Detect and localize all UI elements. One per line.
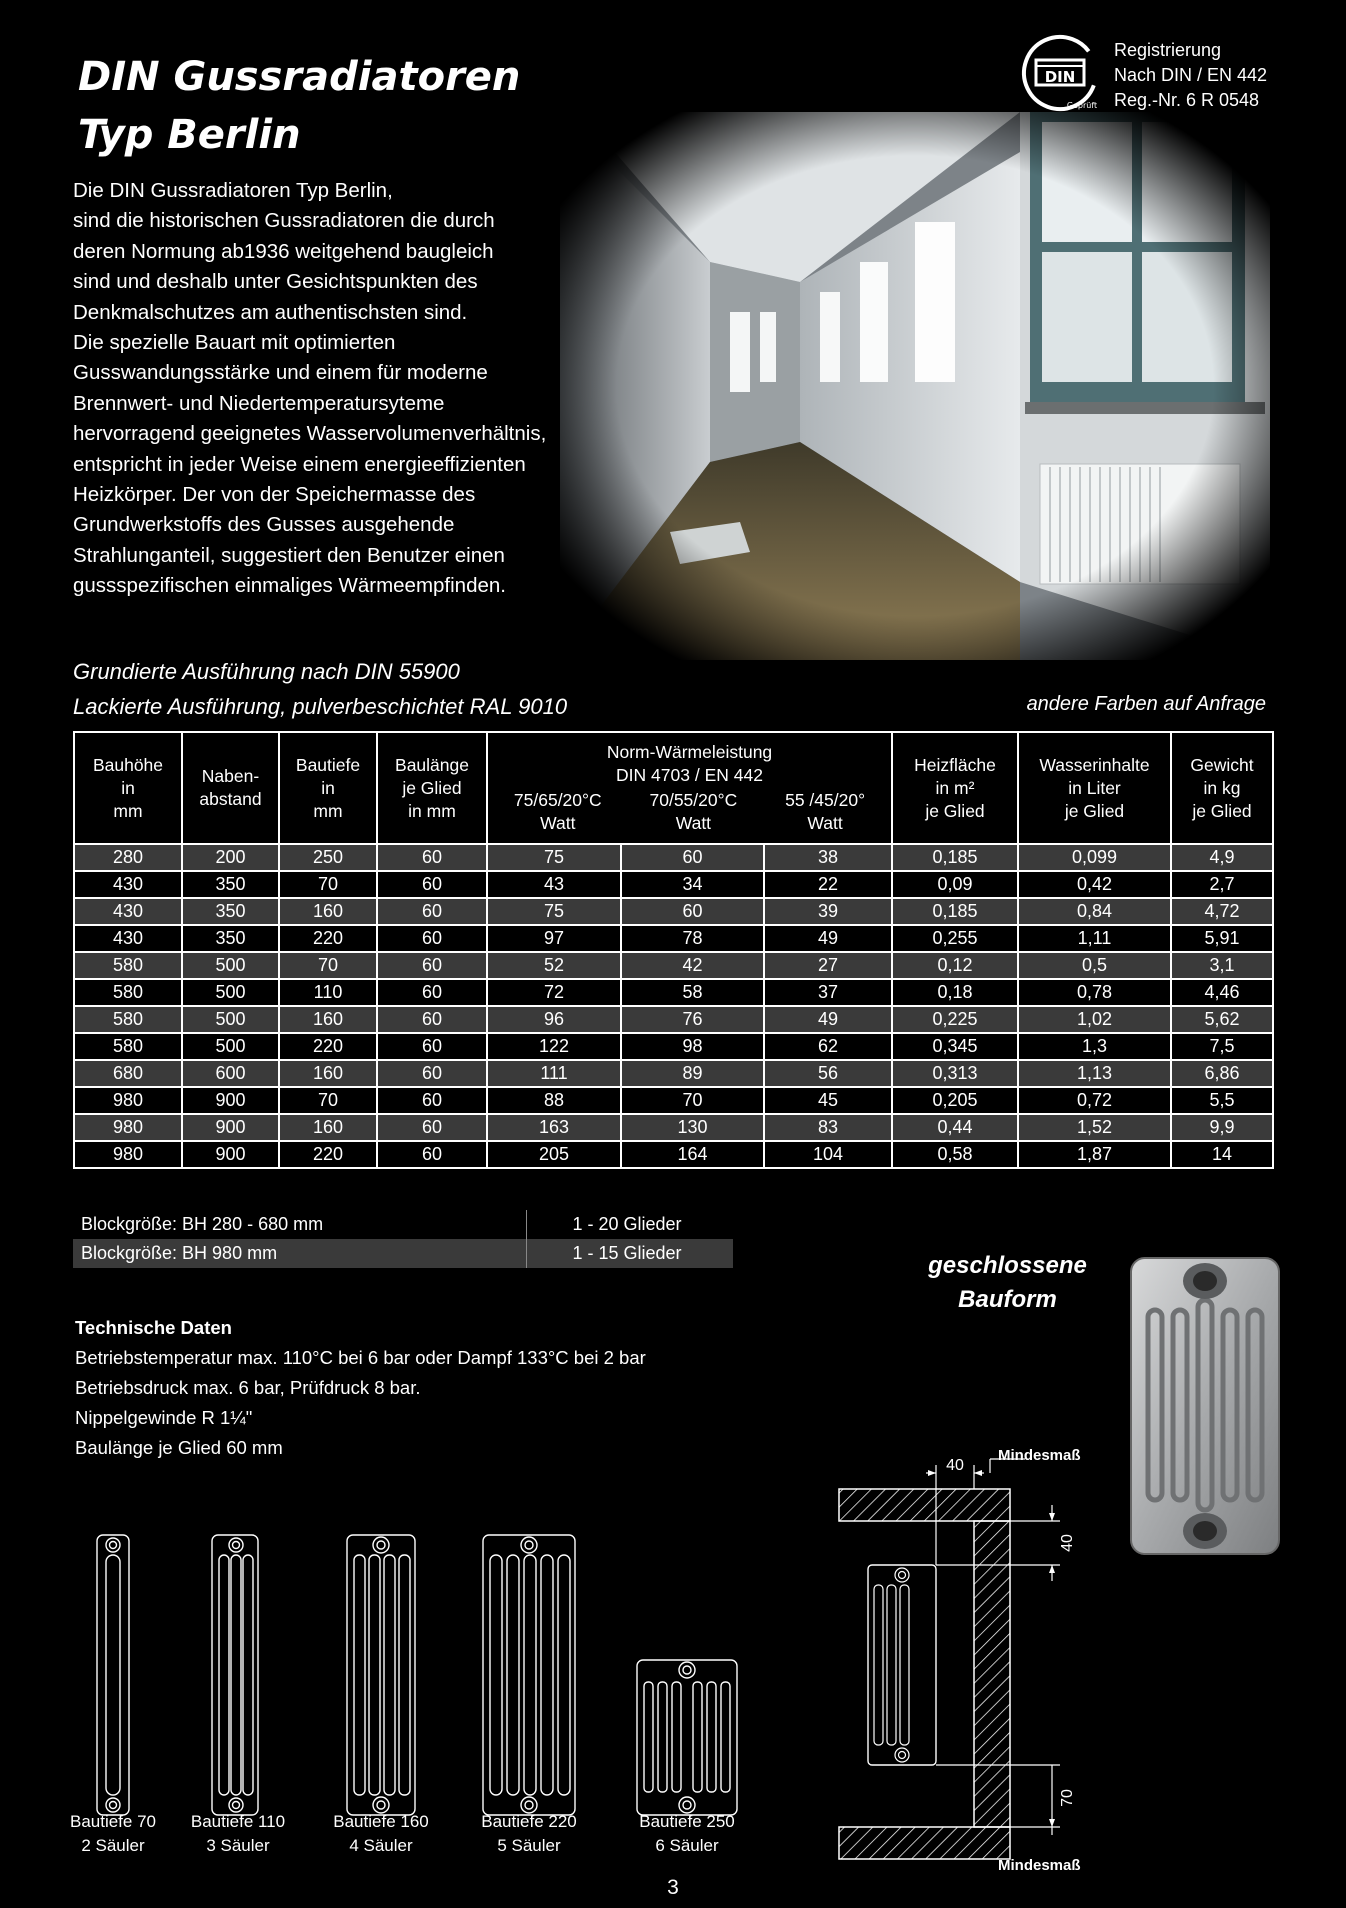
section-columns-label: 3 Säuler bbox=[206, 1836, 270, 1855]
title-line-1: DIN Gussradiatoren bbox=[78, 54, 521, 100]
minimum-label-top: Mindesmaß bbox=[998, 1447, 1081, 1464]
table-cell: 49 bbox=[764, 925, 892, 952]
table-cell: 56 bbox=[764, 1060, 892, 1087]
table-cell: 111 bbox=[487, 1060, 621, 1087]
table-cell: 900 bbox=[182, 1087, 279, 1114]
block-label: Blockgröße: BH 980 mm bbox=[81, 1243, 278, 1263]
table-cell: 580 bbox=[74, 1006, 182, 1033]
table-cell: 60 bbox=[377, 1114, 487, 1141]
table-cell: 1,02 bbox=[1018, 1006, 1171, 1033]
table-cell: 0,313 bbox=[892, 1060, 1018, 1087]
technical-data-line: Baulänge je Glied 60 mm bbox=[75, 1437, 283, 1458]
table-cell: 0,78 bbox=[1018, 979, 1171, 1006]
table-cell: 160 bbox=[279, 898, 377, 925]
table-cell: 580 bbox=[74, 952, 182, 979]
table-row bbox=[74, 925, 1273, 952]
table-cell: 38 bbox=[764, 844, 892, 871]
block-row bbox=[73, 1210, 733, 1239]
intro-line: Die spezielle Bauart mit optimierten bbox=[73, 331, 396, 355]
table-cell: 60 bbox=[377, 1006, 487, 1033]
table-row bbox=[74, 898, 1273, 925]
section-depth-label: Bautiefe 160 bbox=[333, 1812, 429, 1831]
table-cell: 900 bbox=[182, 1114, 279, 1141]
table-row bbox=[74, 1033, 1273, 1060]
table-cell: 4,72 bbox=[1171, 898, 1273, 925]
table-cell: 164 bbox=[621, 1141, 764, 1168]
table-cell: 97 bbox=[487, 925, 621, 952]
table-cell: 0,185 bbox=[892, 898, 1018, 925]
table-cell: 0,185 bbox=[892, 844, 1018, 871]
table-row bbox=[74, 1060, 1273, 1087]
table-row bbox=[74, 979, 1273, 1006]
table-cell: 62 bbox=[764, 1033, 892, 1060]
table-cell: 9,9 bbox=[1171, 1114, 1273, 1141]
table-cell: 430 bbox=[74, 898, 182, 925]
table-cell: 14 bbox=[1171, 1141, 1273, 1168]
table-cell: 0,345 bbox=[892, 1033, 1018, 1060]
page-number: 3 bbox=[667, 1876, 679, 1899]
table-cell: 60 bbox=[377, 898, 487, 925]
table-row bbox=[74, 1114, 1273, 1141]
section-depth-label: Bautiefe 250 bbox=[639, 1812, 735, 1831]
din-certification-logo bbox=[1015, 30, 1115, 116]
registration-line: Registrierung bbox=[1114, 40, 1222, 60]
header-wasserinhalte: Wasserinhalte in Liter je Glied bbox=[1018, 732, 1171, 844]
other-colors-note: andere Farben auf Anfrage bbox=[1026, 693, 1266, 715]
table-cell: 0,255 bbox=[892, 925, 1018, 952]
intro-line: Brennwert- und Niedertemperatursyteme bbox=[73, 391, 445, 415]
section-6-columns bbox=[637, 1660, 737, 1815]
table-cell: 0,42 bbox=[1018, 871, 1171, 898]
section-3-columns bbox=[212, 1535, 258, 1815]
minimum-distance-drawing bbox=[830, 1445, 1130, 1875]
table-cell: 280 bbox=[74, 844, 182, 871]
table-cell: 0,205 bbox=[892, 1087, 1018, 1114]
registration-info bbox=[1114, 38, 1267, 113]
table-cell: 0,099 bbox=[1018, 844, 1171, 871]
intro-line: sind die historischen Gussradiatoren die durch bbox=[73, 209, 495, 233]
header-nabenabstand: Naben- abstand bbox=[182, 732, 279, 844]
table-cell: 4,9 bbox=[1171, 844, 1273, 871]
dimension-side: 40 bbox=[1059, 1534, 1076, 1552]
table-cell: 52 bbox=[487, 952, 621, 979]
header-baulaenge: Baulänge je Glied in mm bbox=[377, 732, 487, 844]
table-cell: 37 bbox=[764, 979, 892, 1006]
table-cell: 70 bbox=[279, 871, 377, 898]
table-cell: 980 bbox=[74, 1087, 182, 1114]
table-cell: 0,09 bbox=[892, 871, 1018, 898]
table-cell: 430 bbox=[74, 871, 182, 898]
table-cell: 49 bbox=[764, 1006, 892, 1033]
technical-data-line: Betriebsdruck max. 6 bar, Prüfdruck 8 bar. bbox=[75, 1377, 421, 1398]
header-gewicht: Gewicht in kg je Glied bbox=[1171, 732, 1273, 844]
table-cell: 220 bbox=[279, 1141, 377, 1168]
title-line-2: Typ Berlin bbox=[78, 112, 301, 158]
table-cell: 0,44 bbox=[892, 1114, 1018, 1141]
section-columns-label: 4 Säuler bbox=[349, 1836, 413, 1855]
block-label: Blockgröße: BH 280 - 680 mm bbox=[81, 1214, 324, 1234]
section-2-columns bbox=[97, 1535, 129, 1815]
table-cell: 70 bbox=[621, 1087, 764, 1114]
table-cell: 27 bbox=[764, 952, 892, 979]
table-cell: 205 bbox=[487, 1141, 621, 1168]
table-cell: 104 bbox=[764, 1141, 892, 1168]
table-cell: 76 bbox=[621, 1006, 764, 1033]
section-columns-label: 2 Säuler bbox=[81, 1836, 145, 1855]
table-cell: 4,46 bbox=[1171, 979, 1273, 1006]
table-cell: 350 bbox=[182, 898, 279, 925]
table-row bbox=[74, 1141, 1273, 1168]
block-value: 1 - 15 Glieder bbox=[526, 1239, 727, 1268]
intro-text bbox=[73, 176, 593, 602]
table-cell: 70 bbox=[279, 952, 377, 979]
table-cell: 60 bbox=[377, 1141, 487, 1168]
intro-line: Denkmalschutzes am authentischsten sind. bbox=[73, 300, 468, 324]
header-norm-waermeleistung: Norm-Wärmeleistung DIN 4703 / EN 442 75/65/20°C Watt 70/55/20°C Watt 55 /45/20° Watt bbox=[487, 732, 892, 844]
radiator-section-drawings bbox=[60, 1510, 760, 1880]
intro-line: Gusswandungsstärke und einem für moderne bbox=[73, 361, 488, 385]
block-row bbox=[73, 1239, 733, 1268]
table-cell: 1,11 bbox=[1018, 925, 1171, 952]
section-4-columns bbox=[347, 1535, 415, 1815]
table-cell: 0,84 bbox=[1018, 898, 1171, 925]
closed-form-radiator-image bbox=[1128, 1255, 1282, 1557]
table-row bbox=[74, 1006, 1273, 1033]
table-cell: 75 bbox=[487, 844, 621, 871]
table-cell: 980 bbox=[74, 1141, 182, 1168]
table-cell: 5,91 bbox=[1171, 925, 1273, 952]
finish-specification bbox=[73, 654, 567, 724]
table-cell: 980 bbox=[74, 1114, 182, 1141]
table-cell: 350 bbox=[182, 925, 279, 952]
intro-line: hervorragend geeignetes Wasservolumenverhältnis, bbox=[73, 422, 547, 446]
table-cell: 6,86 bbox=[1171, 1060, 1273, 1087]
spec-line-painted: Lackierte Ausführung, pulverbeschichtet RAL 9010 bbox=[73, 694, 568, 719]
intro-line: entspricht in jeder Weise einem energieeffizienten bbox=[73, 452, 526, 476]
table-cell: 122 bbox=[487, 1033, 621, 1060]
table-cell: 220 bbox=[279, 1033, 377, 1060]
table-cell: 45 bbox=[764, 1087, 892, 1114]
table-cell: 42 bbox=[621, 952, 764, 979]
table-cell: 0,5 bbox=[1018, 952, 1171, 979]
corridor-photo bbox=[560, 112, 1270, 660]
intro-line: sind und deshalb unter Gesichtspunkten des bbox=[73, 270, 478, 294]
table-cell: 500 bbox=[182, 952, 279, 979]
table-cell: 75 bbox=[487, 898, 621, 925]
table-cell: 5,5 bbox=[1171, 1087, 1273, 1114]
table-cell: 5,62 bbox=[1171, 1006, 1273, 1033]
table-cell: 98 bbox=[621, 1033, 764, 1060]
technical-data bbox=[75, 1313, 646, 1463]
table-cell: 60 bbox=[377, 1087, 487, 1114]
table-cell: 600 bbox=[182, 1060, 279, 1087]
table-cell: 900 bbox=[182, 1141, 279, 1168]
section-depth-label: Bautiefe 220 bbox=[481, 1812, 577, 1831]
registration-line: Nach DIN / EN 442 bbox=[1114, 65, 1268, 85]
din-logo-text: DIN bbox=[1044, 68, 1076, 86]
table-cell: 200 bbox=[182, 844, 279, 871]
section-columns-label: 5 Säuler bbox=[497, 1836, 561, 1855]
section-depth-label: Bautiefe 70 bbox=[69, 1812, 157, 1831]
table-cell: 78 bbox=[621, 925, 764, 952]
table-row bbox=[74, 1087, 1273, 1114]
header-bauhoehe: Bauhöhe in mm bbox=[74, 732, 182, 844]
page-title bbox=[78, 48, 638, 164]
intro-line: deren Normung ab1936 weitgehend baugleich bbox=[73, 239, 494, 263]
intro-line: Die DIN Gussradiatoren Typ Berlin, bbox=[73, 179, 393, 202]
table-cell: 34 bbox=[621, 871, 764, 898]
table-cell: 60 bbox=[377, 844, 487, 871]
intro-line: Grundwerkstoffs des Gusses ausgehende bbox=[73, 513, 455, 537]
table-cell: 43 bbox=[487, 871, 621, 898]
table-cell: 580 bbox=[74, 979, 182, 1006]
registration-line: Reg.-Nr. 6 R 0548 bbox=[1114, 90, 1260, 110]
table-cell: 96 bbox=[487, 1006, 621, 1033]
dimension-bottom: 70 bbox=[1059, 1789, 1076, 1807]
table-cell: 72 bbox=[487, 979, 621, 1006]
table-cell: 160 bbox=[279, 1006, 377, 1033]
table-cell: 220 bbox=[279, 925, 377, 952]
table-cell: 500 bbox=[182, 979, 279, 1006]
closed-form-label: geschlossene Bauform bbox=[928, 1252, 1087, 1313]
table-cell: 1,52 bbox=[1018, 1114, 1171, 1141]
table-cell: 110 bbox=[279, 979, 377, 1006]
table-cell: 88 bbox=[487, 1087, 621, 1114]
table-cell: 500 bbox=[182, 1006, 279, 1033]
header-heizflaeche: Heizfläche in m² je Glied bbox=[892, 732, 1018, 844]
table-cell: 60 bbox=[377, 871, 487, 898]
table-cell: 60 bbox=[377, 1060, 487, 1087]
minimum-label-bottom: Mindesmaß bbox=[998, 1857, 1081, 1874]
table-cell: 60 bbox=[377, 952, 487, 979]
section-5-columns bbox=[483, 1535, 575, 1815]
table-body bbox=[74, 844, 1273, 1168]
table-row bbox=[74, 952, 1273, 979]
header-bautiefe: Bautiefe in mm bbox=[279, 732, 377, 844]
table-cell: 1,3 bbox=[1018, 1033, 1171, 1060]
table-row bbox=[74, 871, 1273, 898]
table-cell: 83 bbox=[764, 1114, 892, 1141]
table-cell: 580 bbox=[74, 1033, 182, 1060]
table-cell: 680 bbox=[74, 1060, 182, 1087]
table-cell: 22 bbox=[764, 871, 892, 898]
table-cell: 163 bbox=[487, 1114, 621, 1141]
table-cell: 60 bbox=[377, 925, 487, 952]
table-cell: 2,7 bbox=[1171, 871, 1273, 898]
table-cell: 60 bbox=[621, 844, 764, 871]
table-cell: 3,1 bbox=[1171, 952, 1273, 979]
table-cell: 130 bbox=[621, 1114, 764, 1141]
table-row bbox=[74, 844, 1273, 871]
spec-line-primed: Grundierte Ausführung nach DIN 55900 bbox=[73, 659, 460, 684]
table-cell: 60 bbox=[377, 1033, 487, 1060]
table-cell: 0,225 bbox=[892, 1006, 1018, 1033]
technical-data-line: Betriebstemperatur max. 110°C bei 6 bar oder Dampf 133°C bei 2 bar bbox=[75, 1347, 646, 1368]
table-cell: 89 bbox=[621, 1060, 764, 1087]
table-cell: 39 bbox=[764, 898, 892, 925]
table-cell: 500 bbox=[182, 1033, 279, 1060]
table-cell: 0,58 bbox=[892, 1141, 1018, 1168]
table-cell: 250 bbox=[279, 844, 377, 871]
table-cell: 160 bbox=[279, 1114, 377, 1141]
intro-line: gussspezifischen einmaliges Wärmeempfinden. bbox=[73, 574, 506, 598]
table-cell: 430 bbox=[74, 925, 182, 952]
table-cell: 70 bbox=[279, 1087, 377, 1114]
section-depth-label: Bautiefe 110 bbox=[190, 1812, 286, 1831]
table-cell: 0,12 bbox=[892, 952, 1018, 979]
block-size-table bbox=[73, 1210, 733, 1268]
table-cell: 0,18 bbox=[892, 979, 1018, 1006]
din-logo-subtext: Geprüft bbox=[1066, 101, 1098, 110]
intro-line: Heizkörper. Der von der Speichermasse des bbox=[73, 483, 476, 507]
table-cell: 350 bbox=[182, 871, 279, 898]
radiator-data-table bbox=[73, 731, 1274, 1169]
table-cell: 7,5 bbox=[1171, 1033, 1273, 1060]
block-value: 1 - 20 Glieder bbox=[526, 1210, 727, 1239]
table-cell: 60 bbox=[621, 898, 764, 925]
section-columns-label: 6 Säuler bbox=[655, 1836, 719, 1855]
technical-data-line: Nippelgewinde R 1¼" bbox=[75, 1407, 253, 1428]
table-cell: 1,13 bbox=[1018, 1060, 1171, 1087]
technical-data-heading: Technische Daten bbox=[75, 1317, 232, 1338]
table-cell: 1,87 bbox=[1018, 1141, 1171, 1168]
dimension-top: 40 bbox=[946, 1457, 964, 1474]
table-cell: 0,72 bbox=[1018, 1087, 1171, 1114]
table-cell: 58 bbox=[621, 979, 764, 1006]
intro-line: Strahlunganteil, suggestiert den Benutzer einen bbox=[73, 543, 505, 567]
table-cell: 60 bbox=[377, 979, 487, 1006]
table-cell: 160 bbox=[279, 1060, 377, 1087]
